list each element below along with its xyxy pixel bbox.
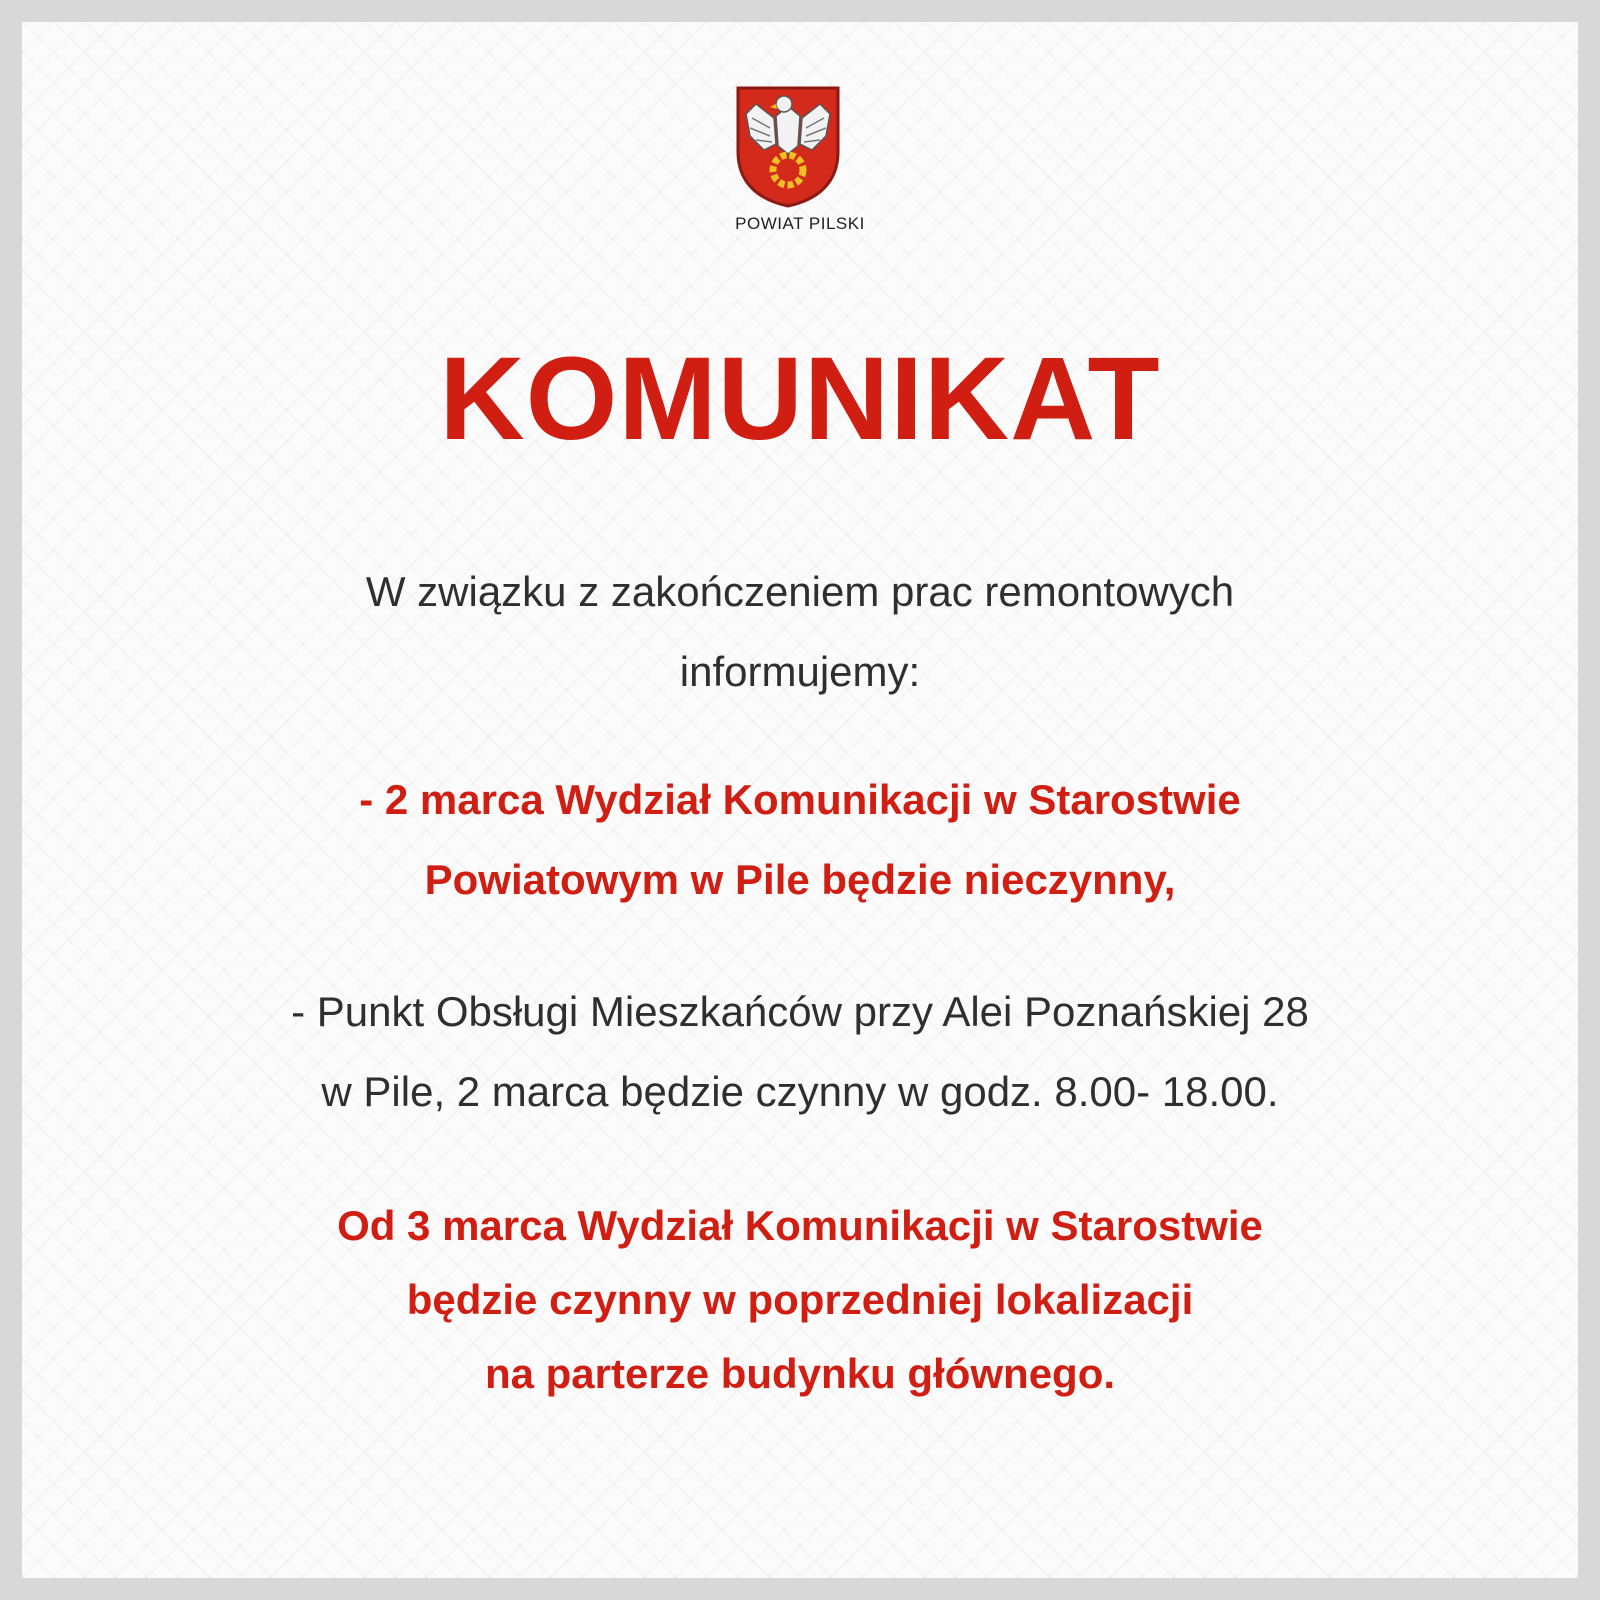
notice-item-closed <box>22 760 1578 920</box>
closing-line-2: będzie czynny w poprzedniej lokalizacji <box>406 1276 1194 1323</box>
notice-item-closed-line-1: - 2 marca Wydział Komunikacji w Starostwie <box>359 776 1241 823</box>
intro-line-1: W związku z zakończeniem prac remontowych <box>365 568 1235 615</box>
closing-paragraph <box>22 1189 1578 1411</box>
intro-line-2: informujemy: <box>679 648 921 695</box>
notice-item-closed-line-2: Powiatowym w Pile będzie nieczynny, <box>424 856 1176 903</box>
intro-paragraph <box>22 552 1578 712</box>
notice-item-service-point-line-2: w Pile, 2 marca będzie czynny w godz. 8.00- 18.00. <box>321 1068 1279 1115</box>
brand-label: POWIAT PILSKI <box>735 214 865 233</box>
page-title: KOMUNIKAT <box>439 333 1161 465</box>
coat-of-arms-icon <box>734 84 842 210</box>
closing-line-3: na parterze budynku głównego. <box>484 1350 1116 1397</box>
announcement-card <box>22 22 1578 1578</box>
notice-item-service-point <box>22 972 1578 1132</box>
notice-item-service-point-line-1: - Punkt Obsługi Mieszkańców przy Alei Poznańskiej 28 <box>291 988 1309 1035</box>
closing-line-1: Od 3 marca Wydział Komunikacji w Starostwie <box>337 1202 1263 1249</box>
